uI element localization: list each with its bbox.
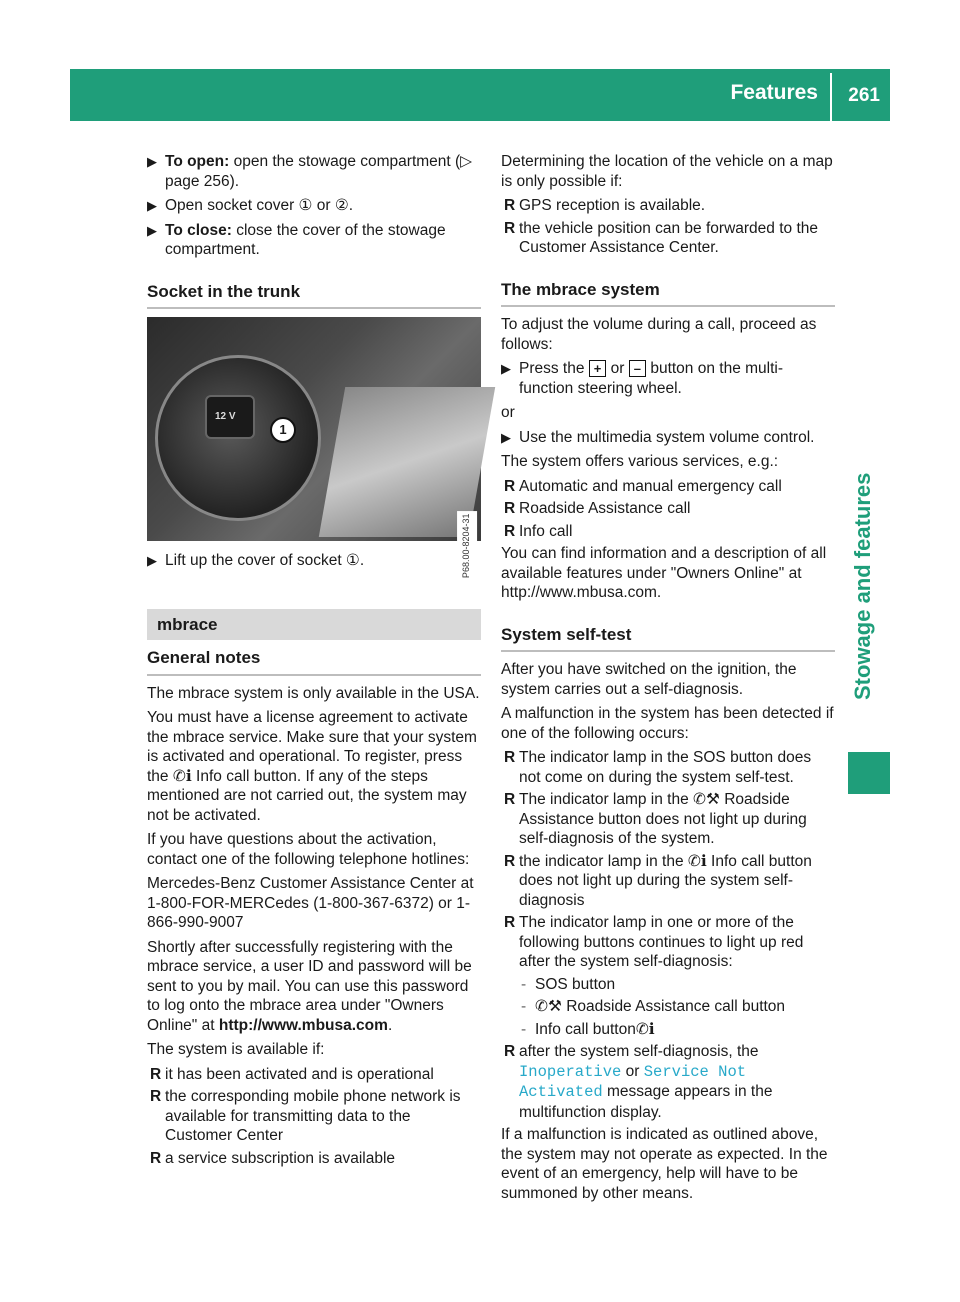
step-lift: ▶ Lift up the cover of socket ①. <box>147 552 365 569</box>
right-column <box>501 152 835 1208</box>
step-open-cover: ▶ Open socket cover ① or ②. <box>147 197 354 214</box>
plus-key-icon: + <box>589 360 607 377</box>
para-license: You must have a license agreement to activate the mbrace service. Make sure that your system is activated and operational. To register, press the ✆ℹ Info call button. If any of the steps mentioned are not carried out, the system may not be activated. <box>147 709 477 824</box>
list-item: R it has been activated and is operational <box>150 1065 434 1083</box>
arrow-icon: ▶ <box>147 222 157 238</box>
arrow-icon: ▶ <box>501 361 511 376</box>
list-item: R after the system self-diagnosis, the Inoperative or Service Not Activated message appears in the multifunction display. <box>504 1043 773 1121</box>
sub-list-item: - ✆⚒ Roadside Assistance call button <box>521 998 786 1015</box>
heading-mbrace-system: The mbrace system <box>501 280 835 308</box>
step-press: ▶ Press the + or – button on the multi-function steering wheel. <box>501 360 784 397</box>
side-tab-label: Stowage and features <box>850 472 875 700</box>
para-usa: The mbrace system is only available in the USA. <box>147 684 480 702</box>
list-item: R GPS reception is available. <box>504 197 706 214</box>
list-item: R The indicator lamp in one or more of the following buttons continues to light up red after the system self-diagnosis: <box>504 914 804 970</box>
para-malfunction-outlined: If a malfunction is indicated as outlined above, the system may not operate as expected. In the event of an emergency, help will have to be summoned by other means. <box>501 1126 828 1202</box>
para-registration: Shortly after successfully registering with the mbrace service, a user ID and password will be sent to you by mail. You can use this password to log onto the mbrace area under "Owners Online" at http://www.mbusa.com. <box>147 938 472 1034</box>
socket-12v: 12 V <box>205 395 255 439</box>
para-hotlines: Mercedes-Benz Customer Assistance Center at 1-800-FOR-MERCedes (1-800-367-6372) or 1-866-990-9007 <box>147 875 474 931</box>
section-band-mbrace: mbrace <box>147 609 481 641</box>
sub-list-item: - SOS button <box>521 975 616 993</box>
list-item: R the vehicle position can be forwarded to the Customer Assistance Center. <box>504 219 818 256</box>
heading-self-test: System self-test <box>501 625 835 653</box>
display-message-inoperative: Inoperative <box>519 1062 622 1081</box>
para-services: The system offers various services, e.g.: <box>501 453 779 470</box>
header-title: Features <box>730 81 818 104</box>
header-divider <box>830 73 832 121</box>
page-number: 261 <box>848 85 880 106</box>
photo-code: P68.00-8204-31 <box>458 511 478 580</box>
list-item: R Roadside Assistance call <box>504 500 691 517</box>
step-use: ▶ Use the multimedia system volume control. <box>501 428 815 446</box>
list-item: R the indicator lamp in the ✆ℹ Info call button does not light up during the system self-diagnosis <box>504 852 812 909</box>
sub-list-item: - Info call button✆ℹ <box>521 1020 655 1038</box>
list-item: R The indicator lamp in the SOS button does not come on during the system self-test. <box>504 749 812 786</box>
para-questions: If you have questions about the activation, contact one of the following telephone hotlines: <box>147 831 470 868</box>
arrow-icon: ▶ <box>147 198 157 213</box>
step-close: ▶ To close: close the cover of the stowage compartment. <box>147 221 446 258</box>
para-owners-online: You can find information and a description of all available features under "Owners Online" at http://www.mbusa.com. <box>501 545 827 601</box>
callout-badge: 1 <box>270 417 296 443</box>
heading-socket-trunk: Socket in the trunk <box>147 282 481 310</box>
page-header <box>70 69 890 121</box>
para-location: Determining the location of the vehicle on a map is only possible if: <box>501 153 833 190</box>
list-item: R a service subscription is available <box>150 1149 396 1167</box>
step-open: ▶ To open: open the stowage compartment (▷ page 256). <box>147 153 473 190</box>
side-tab-block <box>848 752 890 794</box>
para-malfunction: A malfunction in the system has been detected if one of the following occurs: <box>501 705 834 742</box>
para-volume: To adjust the volume during a call, proceed as follows: <box>501 316 817 353</box>
para-available-if: The system is available if: <box>147 1041 325 1058</box>
minus-key-icon: – <box>629 360 646 377</box>
arrow-icon: ▶ <box>147 154 157 169</box>
left-column <box>147 152 481 1171</box>
heading-general-notes: General notes <box>147 648 481 676</box>
url-link[interactable]: http://www.mbusa.com <box>218 1016 388 1034</box>
arrow-icon: ▶ <box>501 429 511 445</box>
list-item: R Info call <box>504 522 573 540</box>
para-self-diagnosis: After you have switched on the ignition, the system carries out a self-diagnosis. <box>501 661 797 698</box>
para-or: or <box>501 404 515 421</box>
list-item: R Automatic and manual emergency call <box>504 477 782 495</box>
list-item: R the corresponding mobile phone network is available for transmitting data to the Customer Center <box>150 1088 461 1144</box>
arrow-icon: ▶ <box>147 553 157 568</box>
list-item: R The indicator lamp in the ✆⚒ Roadside Assistance button does not light up during self-diagnosis of the system. <box>504 791 807 847</box>
display-message-not-activated: Service Not Activated <box>519 1062 747 1101</box>
